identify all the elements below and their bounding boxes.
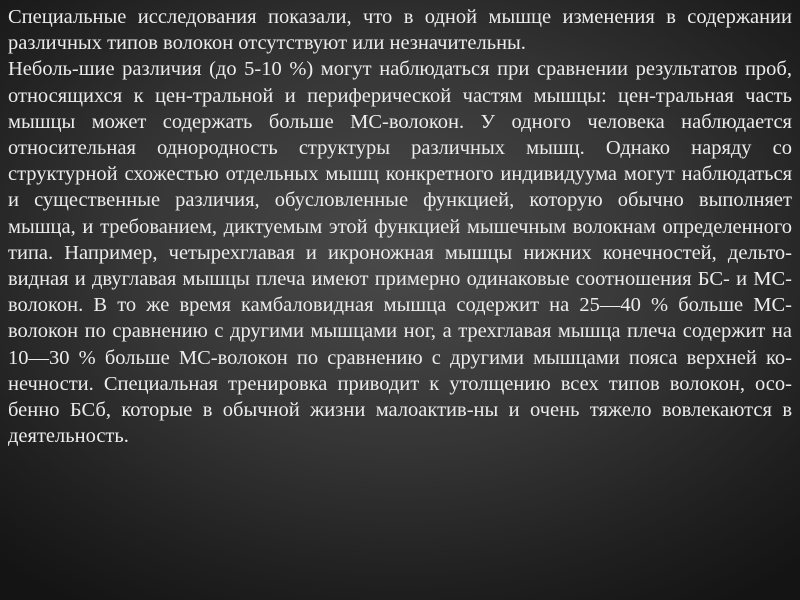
paragraph-details: Неболь-шие различия (до 5-10 %) могут наблюдаться при сравнении результатов проб, относящихся к цен-тральной и периферической частям мышцы: цен-тральная часть мышцы может содержать больше МС-волокон. У одного человека наблюдается относительная однородность структуры различных мышц. Однако наряду со структурной схожестью отдельных мышц конкретного индивидуума могут наблюдаться и существенные различия, обусловленные функцией, которую обычно выполняет мышца, и требованием, диктуемым этой функцией мышечным волокнам определенного типа. Например, четырехглавая и икроножная мышцы нижних конечностей, дельто-видная и двуглавая мышцы плеча имеют примерно одинаковые соотношения БС- и МС-волокон. В то же время камбаловидная мышца содержит на 25—40 % больше МС-волокон по сравнению с другими мышцами ног, а трехглавая мышца плеча содержит на 10—30 % больше МС-волокон по сравнению с другими мышцами пояса верхней ко-нечности. Специальная тренировка приводит к утолщению всех типов волокон, осо-бенно БСб, которые в обычной жизни малоактив-ны и очень тяжело вовлекаются в деятельность. xyxy=(8,58,792,448)
paragraph-intro: Специальные исследования показали, что в одной мышце изменения в содержании различных типов волокон отсутствуют или незначительны. xyxy=(8,6,792,55)
slide-text-block xyxy=(8,4,792,449)
